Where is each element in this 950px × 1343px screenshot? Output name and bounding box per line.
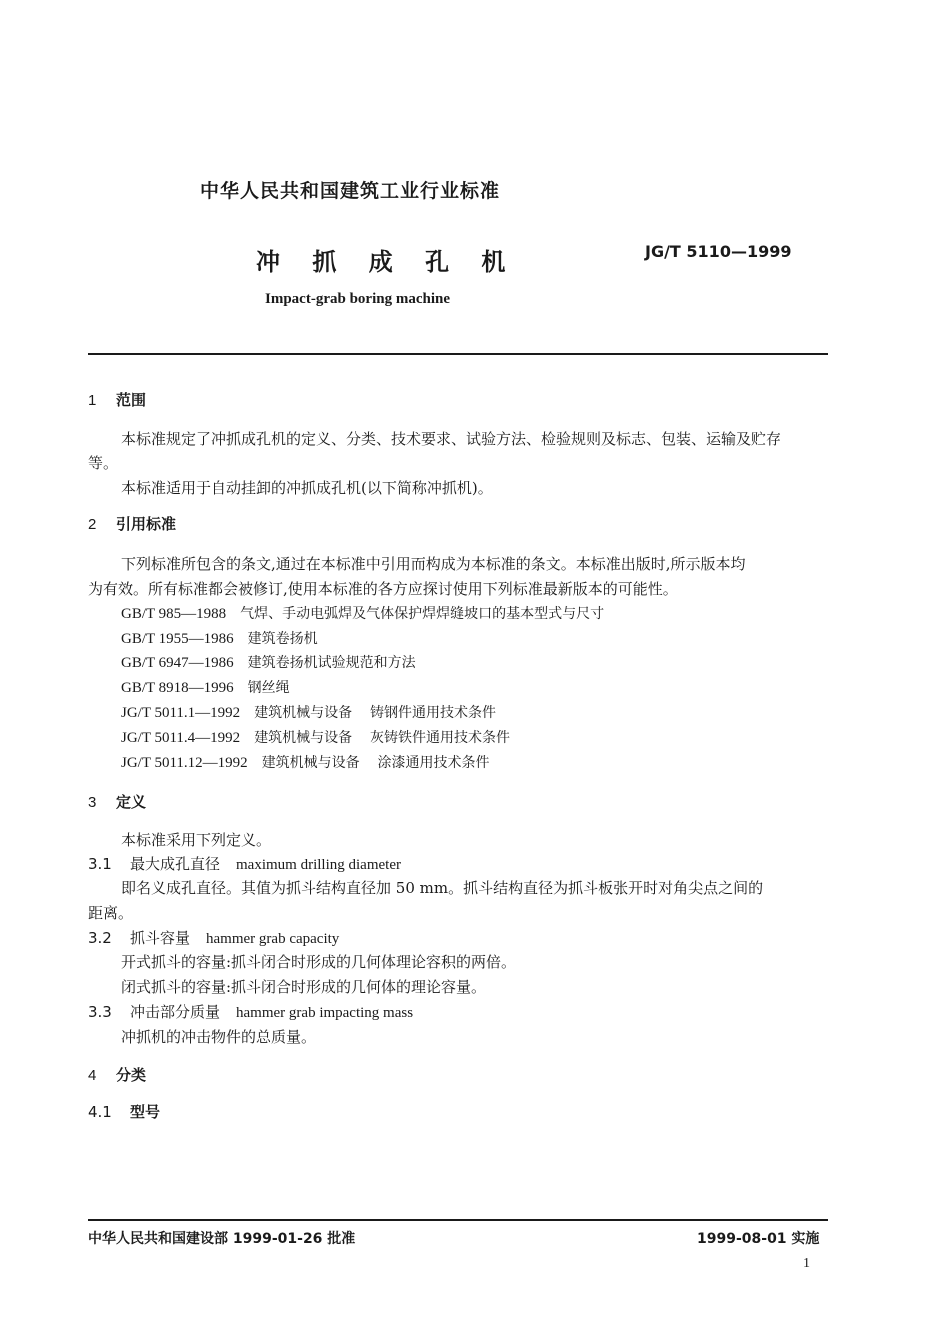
standard-code: JG/T 5110—1999 (645, 242, 792, 261)
footer-divider (88, 1219, 828, 1221)
paragraph-line: 等。 (88, 454, 119, 472)
section-3-heading (88, 791, 146, 812)
reference-title: 气焊、手动电弧焊及气体保护焊焊缝坡口的基本型式与尺寸 (240, 606, 605, 622)
definition-number: 3.2 (88, 929, 112, 947)
term-english: hammer grab capacity (206, 931, 340, 947)
paragraph-line: 距离。 (88, 904, 134, 922)
reference-title: 钢丝绳 (247, 680, 290, 696)
reference-item (121, 603, 604, 623)
approval-line: 中华人民共和国建设部 1999-01-26 批准 (88, 1231, 356, 1247)
term-chinese: 最大成孔直径 (130, 855, 221, 873)
paragraph-line: 冲抓机的冲击物件的总质量。 (121, 1028, 317, 1046)
section-4-heading (88, 1064, 146, 1085)
section-2-heading (88, 513, 176, 534)
section-1-heading (88, 389, 146, 410)
subsection-heading (88, 1101, 160, 1122)
reference-title: 建筑卷扬机试验规范和方法 (247, 655, 416, 671)
definition-term (88, 853, 401, 874)
reference-code: JG/T 5011.4—1992 (121, 730, 241, 746)
reference-title: 建筑机械与设备 灰铸铁件通用技术条件 (254, 730, 510, 746)
reference-title: 建筑卷扬机 (247, 631, 318, 647)
reference-item (121, 677, 290, 697)
definition-term (88, 1001, 413, 1022)
paragraph-line: 开式抓斗的容量:抓斗闭合时形成的几何体理论容积的两倍。 (121, 953, 517, 971)
reference-item (121, 628, 318, 648)
reference-item (121, 702, 496, 722)
implementation-date: 1999-08-01 实施 (697, 1231, 820, 1247)
term-chinese: 冲击部分质量 (130, 1003, 221, 1021)
paragraph-line: 本标准适用于自动挂卸的冲抓成孔机(以下简称冲抓机)。 (121, 479, 493, 497)
subsection-title: 型号 (130, 1103, 161, 1121)
section-title: 分类 (116, 1066, 147, 1084)
paragraph-line: 即名义成孔直径。其值为抓斗结构直径加 50 mm。抓斗结构直径为抓斗板张开时对角尖点之间的 (121, 879, 764, 897)
paragraph-line: 本标准采用下列定义。 (121, 831, 272, 849)
reference-code: GB/T 8918—1996 (121, 680, 234, 696)
standard-category: 中华人民共和国建筑工业行业标准 (200, 180, 501, 202)
reference-code: GB/T 985—1988 (121, 606, 227, 622)
term-english: maximum drilling diameter (236, 857, 401, 873)
english-title: Impact-grab boring machine (265, 291, 450, 307)
section-title: 引用标准 (116, 515, 177, 533)
definition-term (88, 927, 339, 948)
section-number: 3 (88, 794, 97, 811)
page-number: 1 (803, 1256, 810, 1271)
page-title: 冲 抓 成 孔 机 (256, 248, 518, 276)
paragraph-line: 本标准规定了冲抓成孔机的定义、分类、技术要求、试验方法、检验规则及标志、包装、运输及贮存 (121, 430, 782, 448)
reference-code: JG/T 5011.12—1992 (121, 755, 248, 771)
paragraph-line: 为有效。所有标准都会被修订,使用本标准的各方应探讨使用下列标准最新版本的可能性。 (88, 580, 678, 598)
reference-item (121, 752, 490, 772)
header-divider (88, 353, 828, 355)
reference-title: 建筑机械与设备 铸钢件通用技术条件 (254, 705, 496, 721)
definition-number: 3.3 (88, 1003, 112, 1021)
reference-title: 建筑机械与设备 涂漆通用技术条件 (261, 755, 490, 771)
paragraph-line: 下列标准所包含的条文,通过在本标准中引用而构成为本标准的条文。本标准出版时,所示版本均 (121, 555, 746, 573)
subsection-number: 4.1 (88, 1103, 112, 1121)
reference-item (121, 727, 510, 747)
section-title: 定义 (116, 793, 147, 811)
term-english: hammer grab impacting mass (236, 1005, 414, 1021)
reference-code: JG/T 5011.1—1992 (121, 705, 241, 721)
section-number: 2 (88, 516, 97, 533)
term-chinese: 抓斗容量 (130, 929, 191, 947)
reference-item (121, 652, 416, 672)
paragraph-line: 闭式抓斗的容量:抓斗闭合时形成的几何体的理论容量。 (121, 978, 487, 996)
reference-code: GB/T 6947—1986 (121, 655, 234, 671)
definition-number: 3.1 (88, 855, 112, 873)
section-number: 4 (88, 1067, 97, 1084)
reference-code: GB/T 1955—1986 (121, 631, 234, 647)
section-number: 1 (88, 392, 97, 409)
section-title: 范围 (116, 391, 147, 409)
